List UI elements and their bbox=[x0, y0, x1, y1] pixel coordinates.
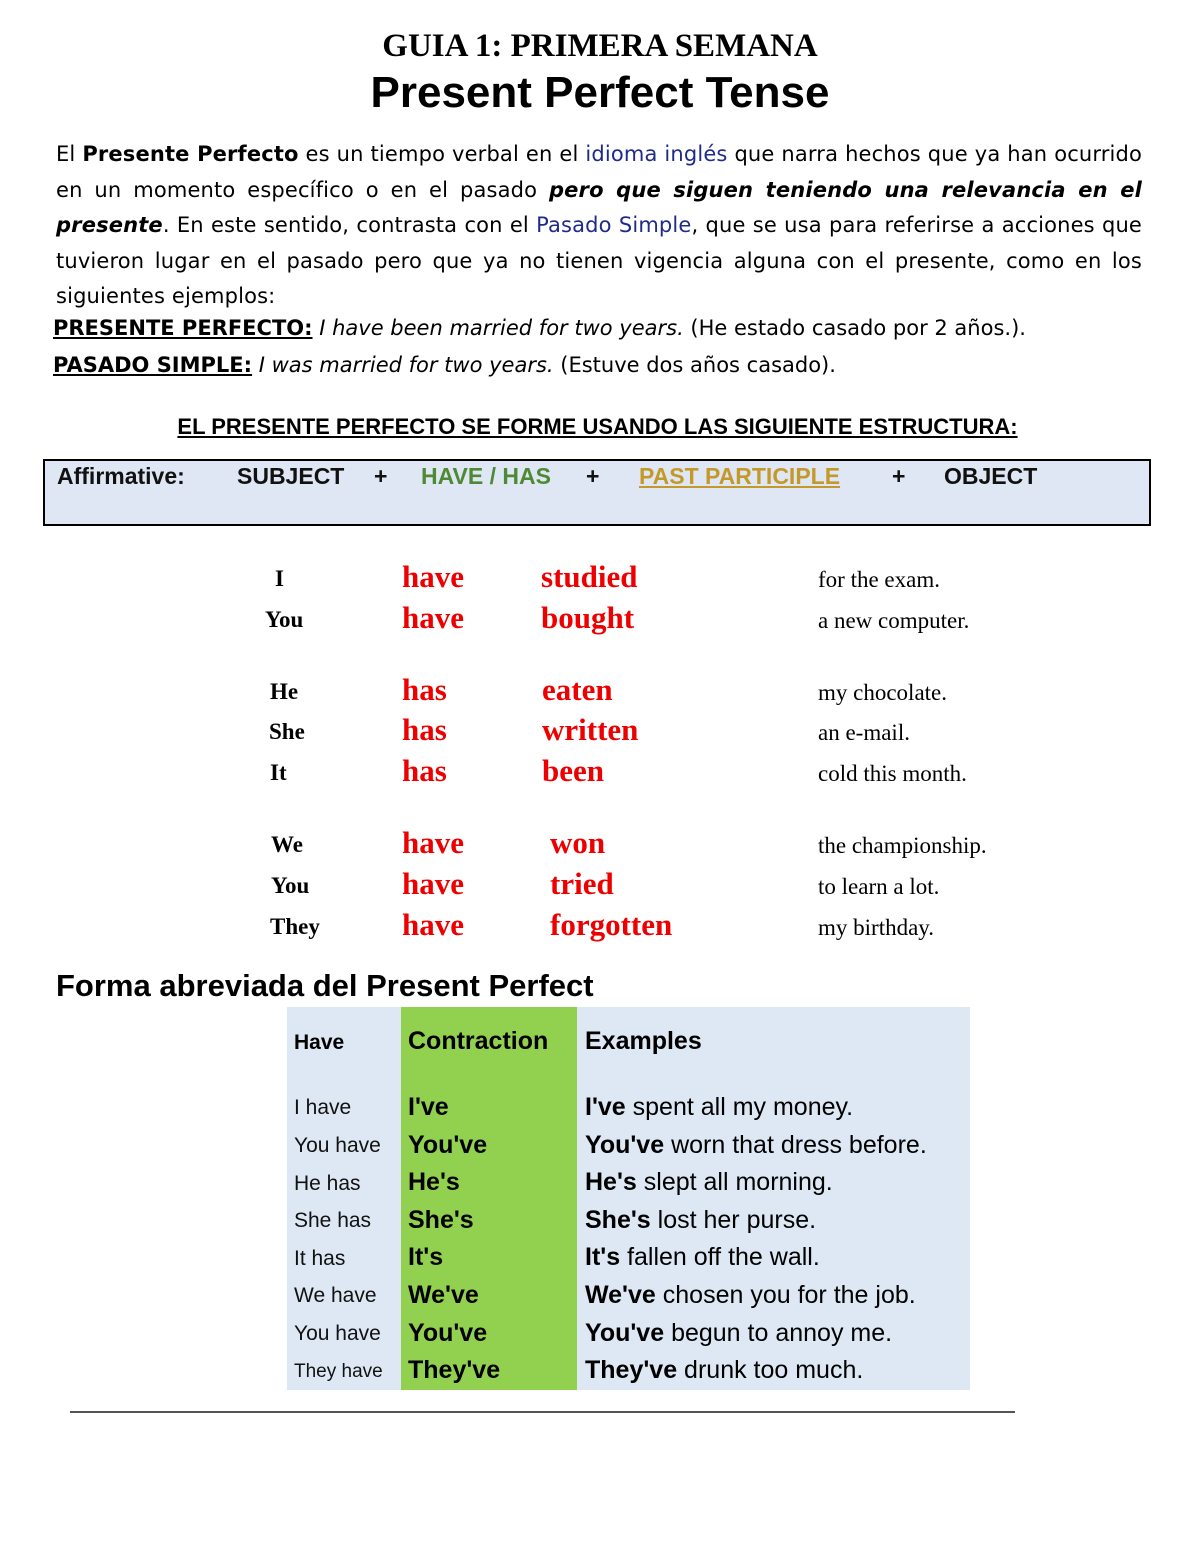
table-cell-have: They have bbox=[294, 1361, 383, 1382]
formula-plus: + bbox=[586, 463, 600, 489]
intro-text: . En este sentido, contrasta con el bbox=[162, 213, 537, 237]
table-cell-example bbox=[585, 1206, 816, 1235]
formula-plus: + bbox=[374, 463, 388, 489]
formula-subject: SUBJECT bbox=[237, 463, 345, 489]
table-cell-contraction: You've bbox=[408, 1131, 488, 1159]
table-cell-have: I have bbox=[294, 1096, 352, 1119]
intro-paragraph bbox=[56, 137, 1142, 315]
table-cell-contraction: I've bbox=[408, 1093, 449, 1121]
subject-pronoun: You bbox=[265, 607, 304, 632]
horizontal-rule bbox=[70, 1411, 1015, 1413]
table-cell-have: He has bbox=[294, 1172, 361, 1195]
past-participle: forgotten bbox=[550, 907, 673, 942]
example-present-perfect bbox=[53, 316, 1026, 340]
example-rest: worn that dress before. bbox=[664, 1131, 927, 1159]
auxiliary-verb: have bbox=[402, 600, 464, 635]
table-cell-example bbox=[585, 1281, 916, 1310]
subject-pronoun: He bbox=[270, 679, 299, 704]
auxiliary-verb: has bbox=[402, 712, 447, 747]
table-cell-have: You have bbox=[294, 1134, 381, 1157]
section-title-short-form: Forma abreviada del Present Perfect bbox=[56, 968, 594, 1003]
formula-have-has: HAVE / HAS bbox=[421, 463, 551, 489]
table-cell-example bbox=[585, 1131, 927, 1160]
table-cell-contraction: We've bbox=[408, 1281, 479, 1309]
guide-title: GUIA 1: PRIMERA SEMANA bbox=[382, 28, 818, 64]
intro-emphasis: pero que siguen teniendo una relevancia en el presente bbox=[56, 177, 1142, 237]
table-cell-have: We have bbox=[294, 1284, 377, 1307]
auxiliary-verb: has bbox=[402, 753, 447, 788]
table-cell-contraction: He's bbox=[408, 1168, 460, 1196]
example-rest: slept all morning. bbox=[636, 1168, 833, 1196]
subject-pronoun: You bbox=[271, 873, 310, 898]
example-translation: (He estado casado por 2 años.). bbox=[683, 316, 1026, 340]
example-sentence: I was married for two years. bbox=[258, 353, 554, 377]
example-rest: begun to annoy me. bbox=[664, 1319, 893, 1347]
subject-pronoun: I bbox=[275, 566, 284, 591]
past-participle: bought bbox=[541, 600, 635, 635]
example-label: PRESENTE PERFECTO: bbox=[53, 316, 313, 340]
example-sentence: I have been married for two years. bbox=[319, 316, 684, 340]
object-phrase: my birthday. bbox=[818, 915, 935, 940]
example-contraction: I've bbox=[585, 1093, 626, 1121]
example-past-simple bbox=[53, 353, 836, 377]
object-phrase: cold this month. bbox=[818, 761, 967, 786]
example-contraction: They've bbox=[585, 1356, 678, 1384]
example-contraction: It's bbox=[585, 1243, 621, 1271]
formula-past-participle: PAST PARTICIPLE bbox=[639, 463, 841, 489]
table-cell-have: She has bbox=[294, 1209, 372, 1232]
table-cell-example bbox=[585, 1243, 820, 1272]
table-cell-contraction: You've bbox=[408, 1319, 488, 1347]
example-contraction: She's bbox=[585, 1206, 651, 1234]
example-contraction: You've bbox=[585, 1319, 665, 1347]
auxiliary-verb: have bbox=[402, 866, 464, 901]
past-participle: won bbox=[550, 825, 606, 860]
intro-link-past-simple[interactable]: Pasado Simple bbox=[536, 213, 692, 237]
table-header-have: Have bbox=[294, 1031, 345, 1054]
page-title: Present Perfect Tense bbox=[370, 68, 830, 117]
example-contraction: We've bbox=[585, 1281, 656, 1309]
subject-pronoun: She bbox=[269, 719, 305, 744]
past-participle: written bbox=[542, 712, 639, 747]
formula-affirmative: Affirmative: bbox=[57, 463, 185, 489]
structure-title: EL PRESENTE PERFECTO SE FORME USANDO LAS SIGUIENTE ESTRUCTURA: bbox=[177, 414, 1018, 439]
example-translation: (Estuve dos años casado). bbox=[553, 353, 836, 377]
past-participle: studied bbox=[541, 559, 638, 594]
past-participle: tried bbox=[550, 866, 614, 901]
example-rest: drunk too much. bbox=[677, 1356, 864, 1384]
past-participle: been bbox=[542, 753, 604, 788]
object-phrase: to learn a lot. bbox=[818, 874, 940, 899]
example-rest: chosen you for the job. bbox=[655, 1281, 916, 1309]
table-cell-contraction: She's bbox=[408, 1206, 474, 1234]
example-rest: fallen off the wall. bbox=[620, 1243, 820, 1271]
table-cell-have: It has bbox=[294, 1247, 346, 1270]
intro-text: , que se usa para referirse a acciones que tuvieron lugar en el pasado pero que ya no tienen vigencia alguna con el presente, como en los siguientes ejemplos: bbox=[56, 213, 1142, 308]
past-participle: eaten bbox=[542, 672, 613, 707]
example-rest: lost her purse. bbox=[650, 1206, 817, 1234]
object-phrase: an e-mail. bbox=[818, 720, 910, 745]
example-label: PASADO SIMPLE: bbox=[53, 353, 253, 377]
intro-text: es un tiempo verbal en el bbox=[298, 142, 586, 166]
object-phrase: my chocolate. bbox=[818, 680, 948, 705]
intro-term-present-perfect: Presente Perfecto bbox=[82, 142, 299, 166]
auxiliary-verb: have bbox=[402, 559, 464, 594]
auxiliary-verb: have bbox=[402, 907, 464, 942]
table-cell-example bbox=[585, 1319, 892, 1348]
object-phrase: a new computer. bbox=[818, 608, 970, 633]
table-cell-example bbox=[585, 1356, 863, 1385]
auxiliary-verb: has bbox=[402, 672, 447, 707]
table-header-contraction: Contraction bbox=[408, 1027, 549, 1055]
table-header-examples: Examples bbox=[585, 1027, 702, 1055]
table-cell-example bbox=[585, 1093, 853, 1122]
subject-pronoun: We bbox=[271, 832, 303, 857]
object-phrase: the championship. bbox=[818, 833, 987, 858]
intro-text: que narra hechos que ya han ocurrido en un momento específico o en el pasado bbox=[56, 142, 1143, 202]
intro-text: El bbox=[56, 142, 76, 166]
object-phrase: for the exam. bbox=[818, 567, 940, 592]
subject-pronoun: They bbox=[270, 914, 320, 939]
subject-pronoun: It bbox=[270, 760, 287, 785]
table-cell-contraction: It's bbox=[408, 1243, 444, 1271]
formula-plus: + bbox=[892, 463, 906, 489]
formula-object: OBJECT bbox=[944, 463, 1038, 489]
intro-link-english-language[interactable]: idioma inglés bbox=[585, 142, 728, 166]
table-cell-have: You have bbox=[294, 1322, 381, 1345]
example-contraction: He's bbox=[585, 1168, 637, 1196]
table-cell-example bbox=[585, 1168, 833, 1197]
auxiliary-verb: have bbox=[402, 825, 464, 860]
table-cell-contraction: They've bbox=[408, 1356, 501, 1384]
example-rest: spent all my money. bbox=[625, 1093, 854, 1121]
example-contraction: You've bbox=[585, 1131, 665, 1159]
